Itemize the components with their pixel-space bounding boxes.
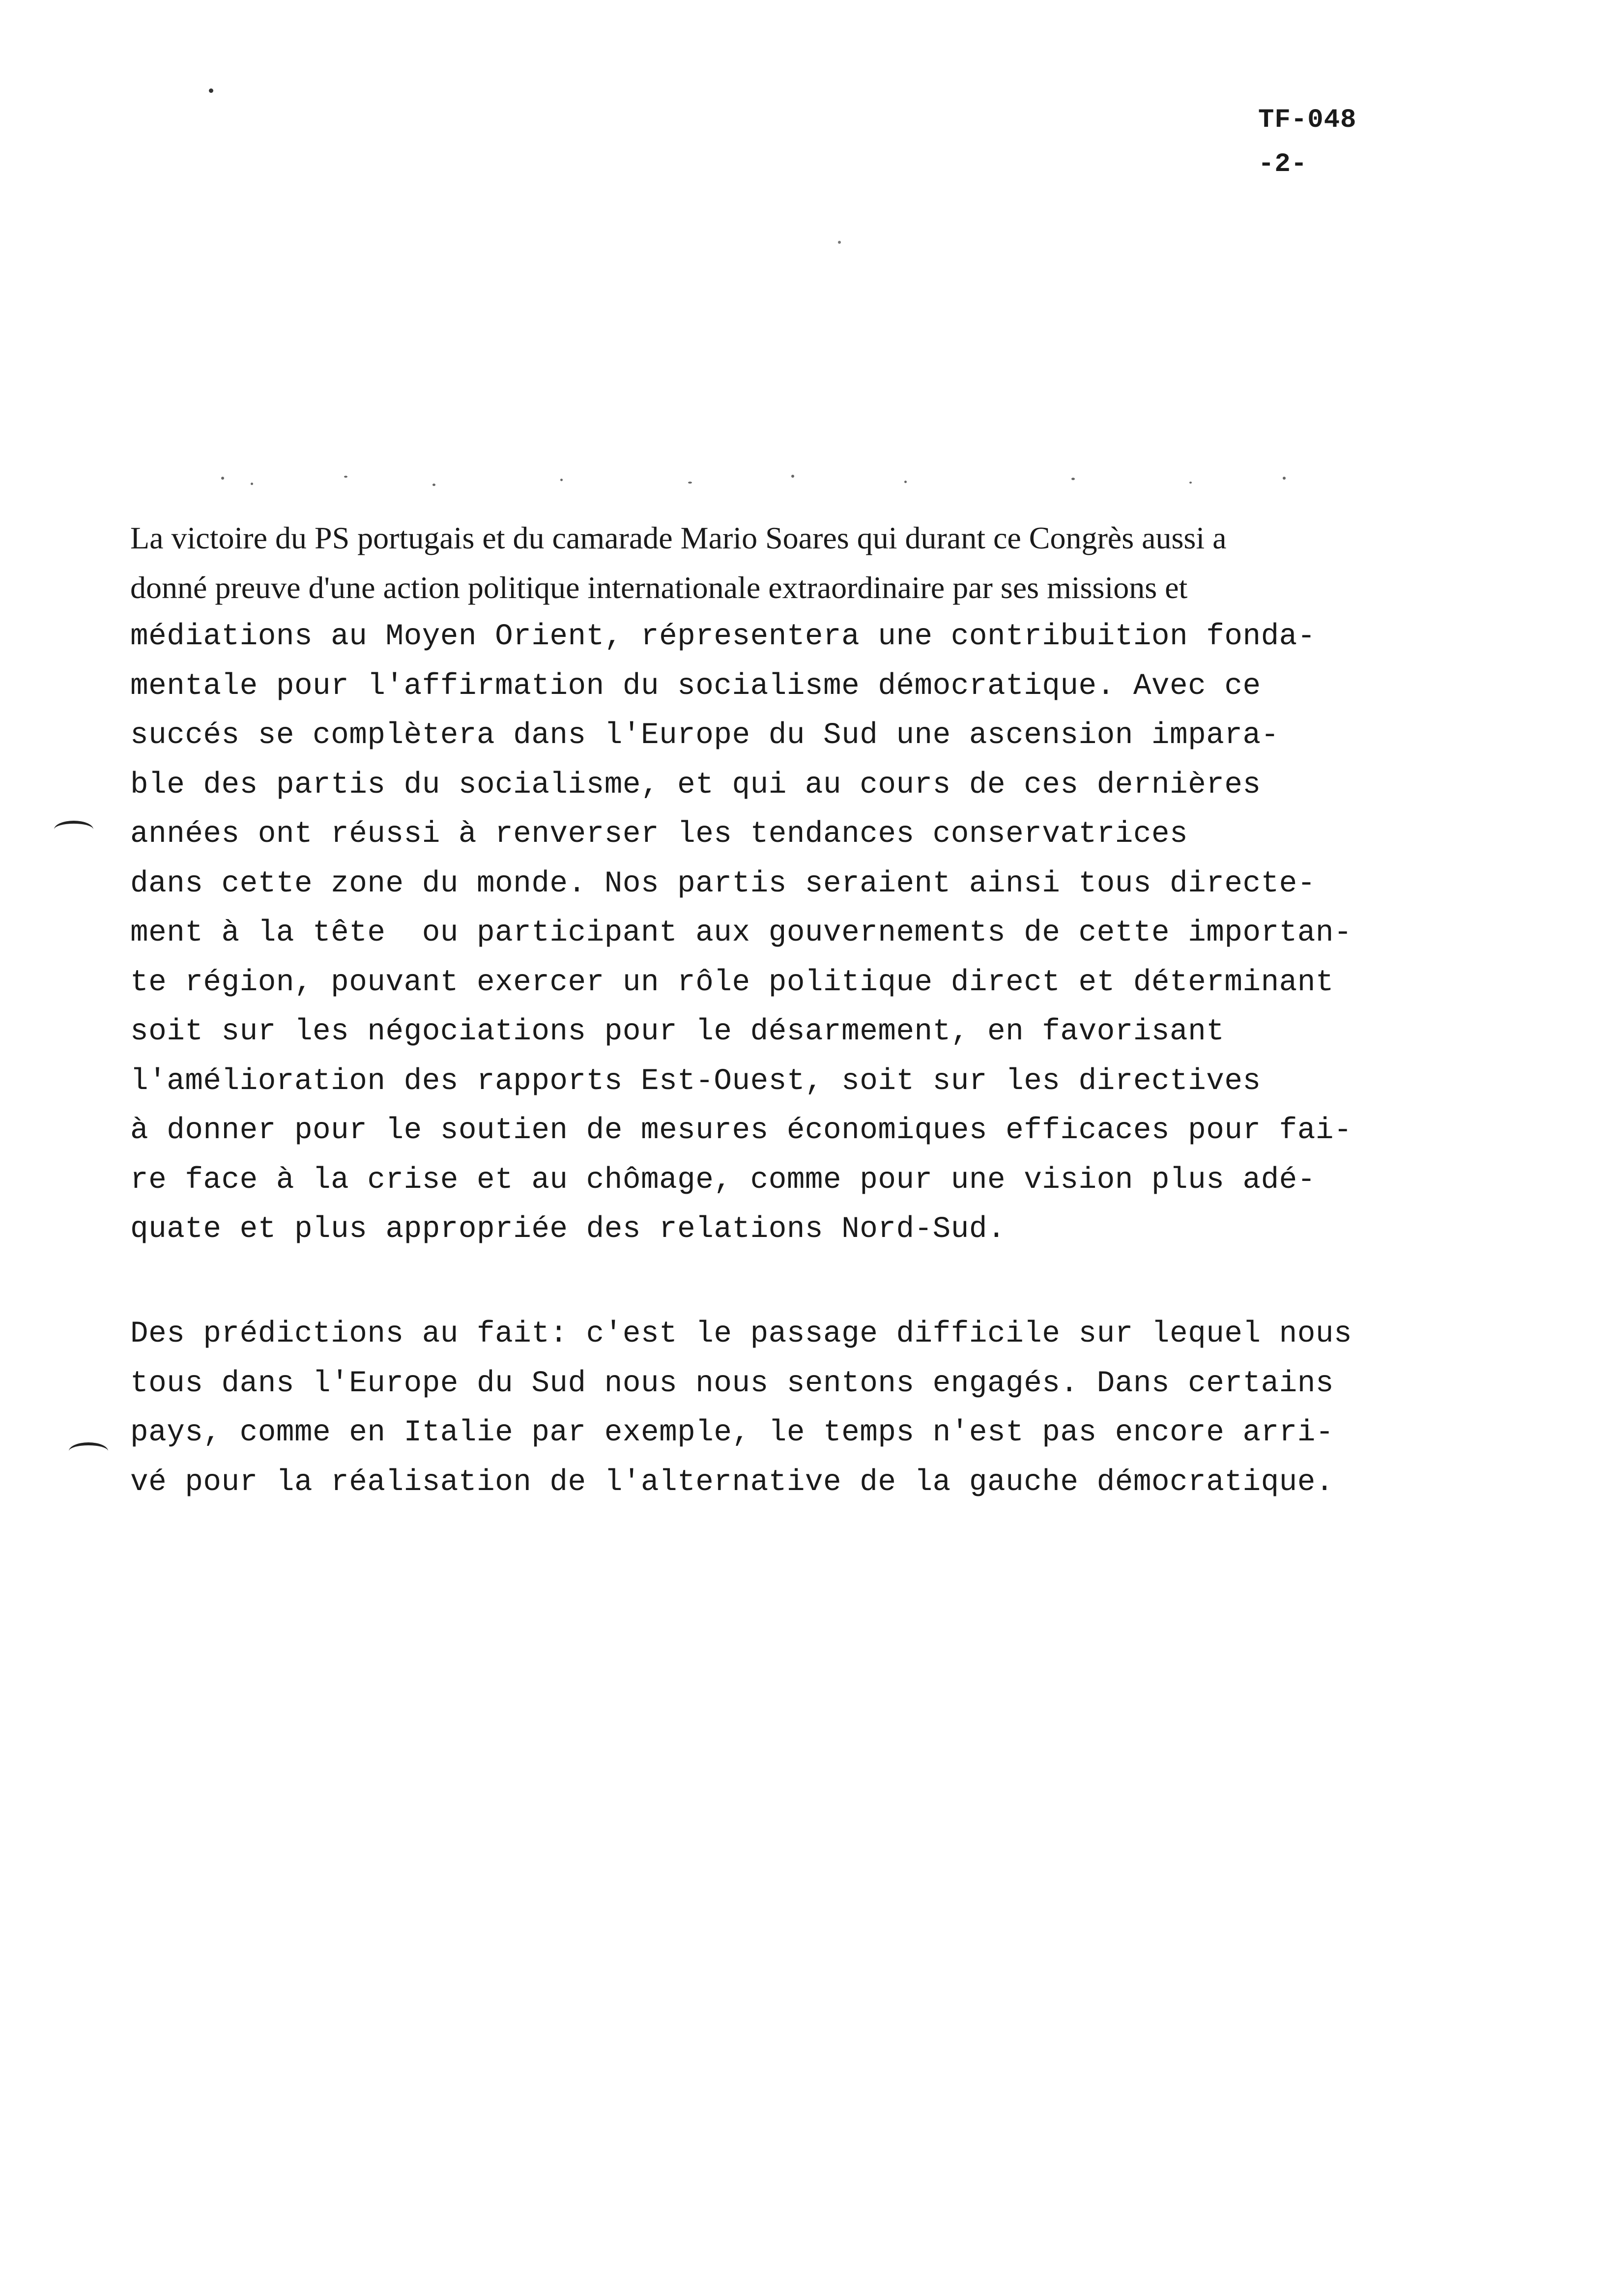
scan-speck xyxy=(838,241,841,244)
paragraph-line: dans cette zone du monde. Nos partis seraient ainsi tous directe- xyxy=(130,866,1316,901)
paragraph-line: quate et plus appropriée des relations Nord-Sud. xyxy=(130,1212,1006,1246)
paragraph-line: te région, pouvant exercer un rôle politique direct et déterminant xyxy=(130,965,1334,1000)
paragraph-line: re face à la crise et au chômage, comme pour une vision plus adé- xyxy=(130,1163,1316,1197)
paragraph-line: tous dans l'Europe du Sud nous nous sentons engagés. Dans certains xyxy=(130,1366,1334,1401)
paragraph-line: Des prédictions au fait: c'est le passage difficile sur lequel nous xyxy=(130,1317,1353,1351)
page-number: -2- xyxy=(1258,149,1308,179)
paragraph-line: médiations au Moyen Orient, répresentera une contribuition fonda- xyxy=(130,620,1316,654)
paragraph-line: pays, comme en Italie par exemple, le temps n'est pas encore arri- xyxy=(130,1416,1334,1450)
paragraph-line: mentale pour l'affirmation du socialisme démocratique. Avec ce xyxy=(130,669,1261,703)
paragraph-line: La victoire du PS portugais et du camarade Mario Soares qui durant ce Congrès aussi a xyxy=(130,520,1227,555)
paragraph-line: succés se complètera dans l'Europe du Sud une ascension impara- xyxy=(130,718,1279,752)
paragraph-line: donné preuve d'une action politique internationale extraordinaire par ses missions et xyxy=(130,570,1188,605)
paragraph-line: l'amélioration des rapports Est-Ouest, soit sur les directives xyxy=(130,1064,1261,1098)
paragraph-line: soit sur les négociations pour le désarmement, en favorisant xyxy=(130,1015,1225,1049)
paragraph-1 xyxy=(130,514,1555,1255)
paragraph-line: années ont réussi à renverser les tendances conservatrices xyxy=(130,817,1188,851)
paragraph-line: à donner pour le soutien de mesures économiques efficaces pour fai- xyxy=(130,1114,1353,1148)
paragraph-line: ble des partis du socialisme, et qui au cours de ces dernières xyxy=(130,768,1261,802)
paragraph-2 xyxy=(130,1310,1555,1507)
paragraph-line: vé pour la réalisation de l'alternative de la gauche démocratique. xyxy=(130,1465,1334,1499)
punch-mark-lower xyxy=(69,1442,108,1460)
paragraph-line: ment à la tête ou participant aux gouvernements de cette importan- xyxy=(130,916,1353,950)
document-reference-block xyxy=(1258,98,1356,187)
scan-smudge-row xyxy=(138,467,1317,496)
scan-speck xyxy=(209,88,213,93)
punch-mark-upper xyxy=(54,821,93,838)
document-reference: TF-048 xyxy=(1258,105,1357,135)
